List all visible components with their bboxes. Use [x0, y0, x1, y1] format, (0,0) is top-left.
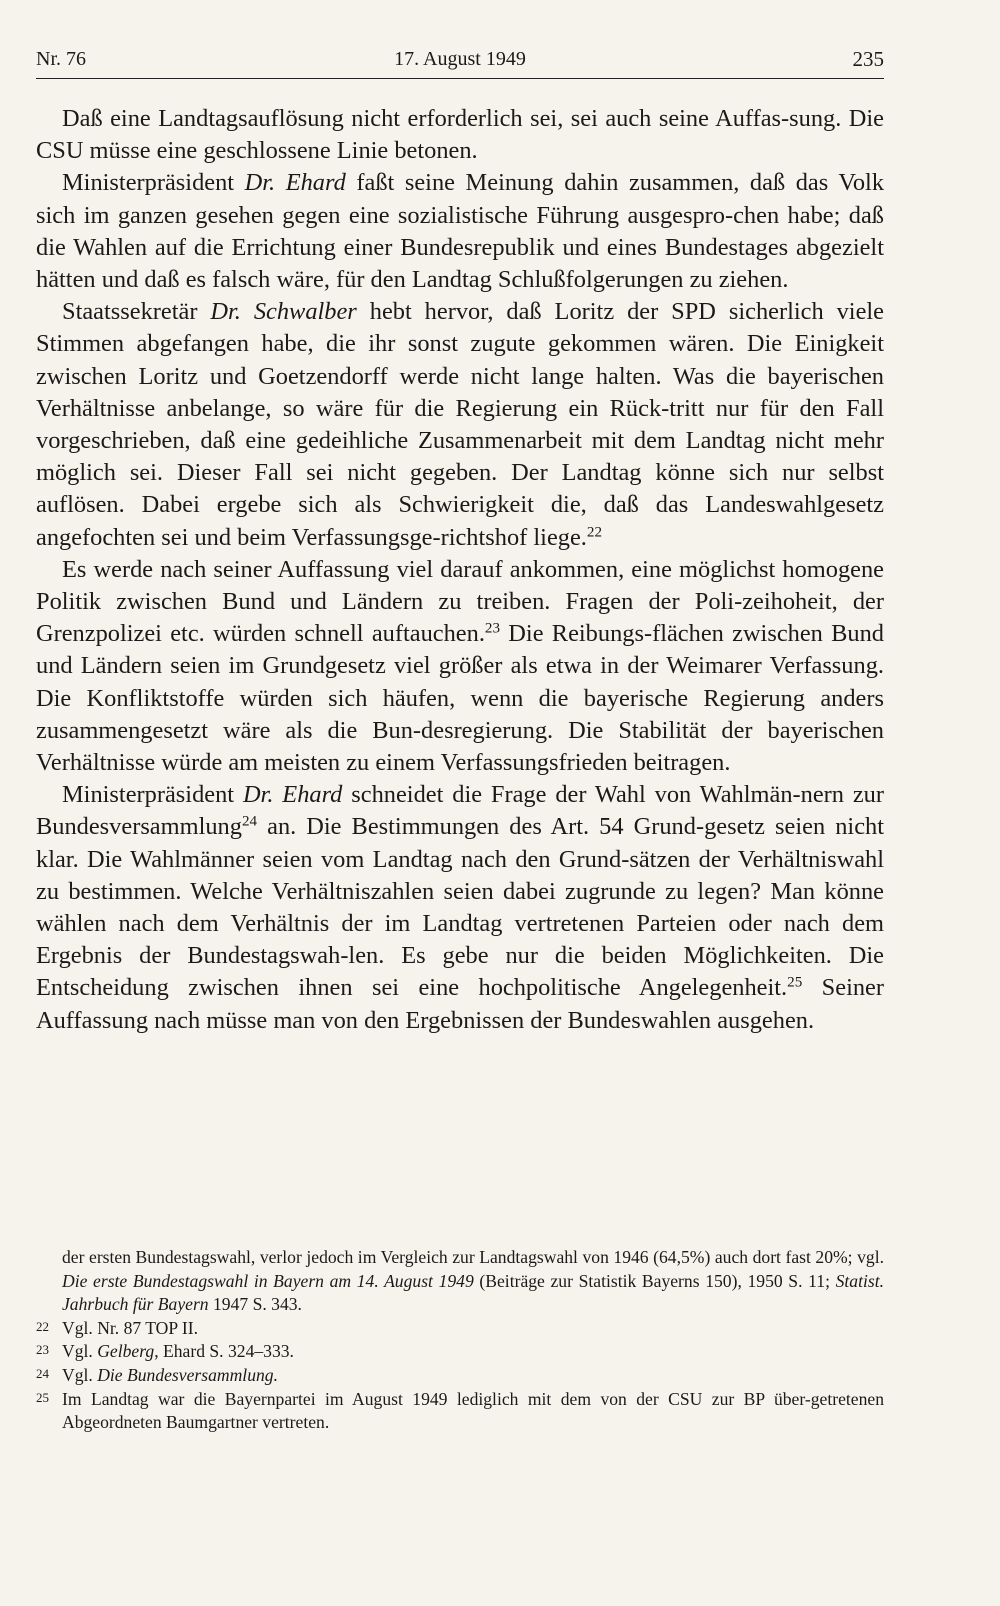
paragraph-2-lead: Ministerpräsident	[62, 169, 245, 197]
footnote-text-a: Vgl.	[62, 1364, 98, 1385]
paragraph-5-text-c: an. Die Bestimmungen des Art. 54 Grund-gesetz seien nicht klar. Die Wahlmänner seien vom Landtag nach den Grund-sätzen der Verhältniswahl zu bestimmen. Welche Verhältniszahlen seien dabei zugrunde zu legen? Man könne wählen nach dem Verhältnis der im Landtag vertretenen Parteien oder nach dem Ergebnis der Bundestagswah-len. Es gebe nur die beiden Möglichkeiten. Die Entscheidung zwischen ihnen sei eine hochpolitische Angelegenheit.	[36, 813, 884, 1002]
footnote-23	[36, 1340, 884, 1364]
header-date: 17. August 1949	[394, 48, 526, 70]
footnote-continuation	[36, 1246, 884, 1317]
footnote-text-a: Vgl.	[62, 1341, 98, 1362]
footnote-text-b: , Ehard S. 324–333.	[154, 1341, 294, 1362]
footnote-author: Gelberg	[97, 1341, 155, 1362]
paragraph-3	[36, 296, 884, 554]
main-text	[36, 103, 884, 1037]
footnote-text: Im Landtag war die Bayernpartei im August 1949 lediglich mit dem von der CSU zur BP über-getretenen Abgeordneten Baumgartner vertreten.	[62, 1388, 884, 1433]
footnote-ref-22[interactable]: 22	[586, 524, 602, 541]
speaker-name: Dr. Schwalber	[210, 298, 357, 326]
footnote-ref-24[interactable]: 24	[241, 814, 258, 831]
footnotes	[36, 1246, 884, 1435]
footnote-number: 24	[36, 1365, 49, 1381]
footnote-ref-25[interactable]: 25	[787, 975, 803, 992]
paragraph-1-text: Daß eine Landtagsauflösung nicht erforderlich sei, sei auch seine Auffas-sung. Die CSU müsse eine geschlossene Linie betonen.	[36, 105, 884, 165]
paragraph-5	[36, 779, 884, 1037]
paragraph-1	[36, 103, 884, 167]
page-number: 235	[852, 47, 884, 71]
footnote-number: 22	[36, 1318, 49, 1334]
footnote-cont-text-b: (Beiträge zur Statistik Bayerns 150), 1950 S. 11;	[473, 1270, 836, 1291]
speaker-name: Dr. Ehard	[244, 169, 346, 197]
paragraph-2-text: faßt seine Meinung dahin zusammen, daß das Volk sich im ganzen gesehen gegen eine sozialistische Führung ausgespro-chen habe; daß die Wahlen auf die Errichtung einer Bundesrepublik und eines Bundestages abgezielt hätten und daß es falsch wäre, für den Landtag Schlußfolgerungen zu ziehen.	[36, 169, 885, 294]
paragraph-4-text-a: Es werde nach seiner Auffassung viel darauf ankommen, eine möglichst homogene Politik zwischen Bund und Ländern zu treiben. Fragen der Poli-zeihoheit, der Grenzpolizei etc. würden schnell auftauchen.	[36, 555, 884, 648]
paragraph-5-text-b: schneidet die Frage der Wahl von Wahlmän-nern zur Bundesversammlung	[36, 781, 884, 841]
footnote-ref-23[interactable]: 23	[484, 620, 501, 637]
footnote-title: Die Bundesversammlung.	[97, 1364, 278, 1385]
footnote-cont-text-c: 1947 S. 343.	[208, 1294, 302, 1315]
paragraph-3-text: hebt hervor, daß Loritz der SPD sicherlich viele Stimmen abgefangen habe, die ihr sonst zugute gekommen wären. Die Einigkeit zwischen Loritz und Goetzendorff werde nicht lange halten. Was die bayerischen Verhältnisse anbelange, so wäre für die Regierung ein Rück-tritt nur für den Fall vorgeschrieben, daß eine gedeihliche Zusammenarbeit mit dem Landtag nicht mehr möglich sei. Dieser Fall sei nicht gegeben. Der Landtag könne sich nur selbst auflösen. Dabei ergebe sich als Schwierigkeit die, daß das Landeswahlgesetz angefochten sei und beim Verfassungsge-richtshof liege.	[36, 298, 884, 551]
header-rule	[36, 78, 884, 79]
speaker-name: Dr. Ehard	[242, 781, 343, 809]
footnote-number: 23	[36, 1342, 49, 1358]
paragraph-4	[36, 554, 884, 779]
paragraph-5-lead: Ministerpräsident	[62, 781, 243, 809]
footnote-cont-text-a: der ersten Bundestagswahl, verlor jedoch im Vergleich zur Landtagswahl von 1946 (64,5%) auch dort fast 20%; vgl.	[62, 1247, 884, 1267]
document-number: Nr. 76	[36, 48, 86, 70]
paragraph-3-lead: Staatssekretär	[62, 298, 211, 326]
paragraph-5-text-d: Seiner Auffassung nach müsse man von den Ergebnissen der Bundeswahlen ausgehen.	[36, 974, 884, 1034]
running-header	[36, 44, 884, 74]
paragraph-2	[36, 167, 884, 296]
footnote-24	[36, 1364, 884, 1388]
footnote-22	[36, 1317, 884, 1341]
footnote-cont-title-1: Die erste Bundestagswahl in Bayern am 14. August 1949	[62, 1270, 474, 1291]
footnote-text: Vgl. Nr. 87 TOP II.	[62, 1317, 199, 1338]
paragraph-4-text-b: Die Reibungs-flächen zwischen Bund und Ländern seien im Grundgesetz viel größer als etwa in der Weimarer Verfassung. Die Konfliktstoffe würden sich häufen, wenn die bayerische Regierung anders zusammengesetzt wäre als die Bun-desregierung. Die Stabilität der bayerischen Verhältnisse würde am meisten zu einem Verfassungsfrieden beitragen.	[36, 620, 885, 777]
footnote-cont-title-2: Statist. Jahrbuch für Bayern	[62, 1270, 884, 1315]
footnote-number: 25	[36, 1389, 49, 1405]
footnote-25	[36, 1388, 884, 1435]
